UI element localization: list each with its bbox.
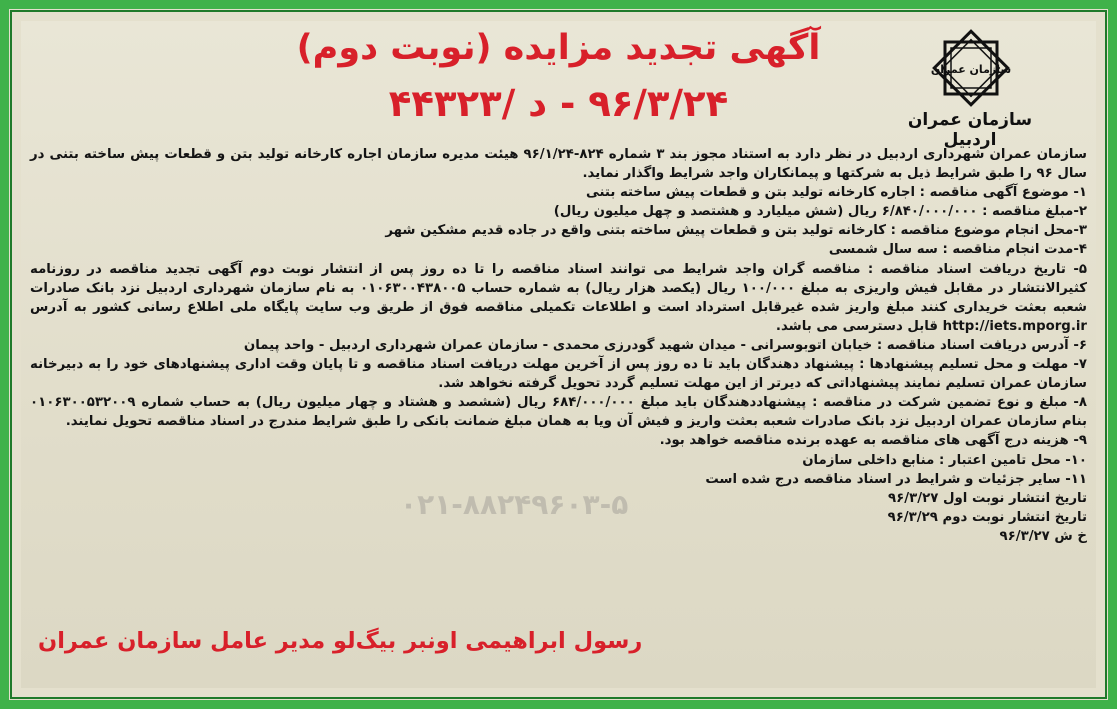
- ad-headline: آگهی تجدید مزایده (نوبت دوم): [296, 28, 821, 68]
- item-duration: ۴-مدت انجام مناقصه : سه سال شمسی: [828, 242, 1087, 258]
- organization-name: سازمان عمران اردبیل: [907, 110, 1033, 150]
- date-second-publish: تاریخ انتشار نوبت دوم ۹۶/۳/۲۹: [887, 509, 1087, 525]
- item-amount: ۲-مبلغ مناقصه : ۶/۸۴۰/۰۰۰/۰۰۰ ریال (شش میلیارد و هشتصد و چهل میلیون ریال): [553, 204, 1087, 220]
- item-funding: ۱۰- محل تامین اعتبار : منابع داخلی سازمان: [802, 452, 1087, 468]
- item-doc-dates: [30, 260, 1087, 336]
- website-url[interactable]: http://iets.mporg.ir: [942, 318, 1087, 334]
- ad-body: [30, 145, 1087, 546]
- date-first-publish: تاریخ انتشار نوبت اول ۹۶/۳/۲۷: [888, 490, 1087, 506]
- item-doc-address: ۶- آدرس دریافت اسناد مناقصه : خیابان اتوبوسرانی - میدان شهید گودرزی محمدی - سازمان عمران شهرداری اردبیل - واحد پیمان: [243, 337, 1087, 353]
- date-code: خ ش ۹۶/۳/۲۷: [999, 528, 1087, 544]
- intro-paragraph: سازمان عمران شهرداری اردبیل در نظر دارد به استناد مجوز بند ۳ شماره ۸۲۴-۹۶/۱/۲۴ هیئت مدیره سازمان اجاره کارخانه تولید بتن و قطعات پیش ساخته بتنی در سال ۹۶ را طبق شرایط ذیل به شرکتها و پیمانکاران واجد شرایط واگذار نماید.: [30, 147, 1087, 182]
- item-location: ۳-محل انجام موضوع مناقصه : کارخانه تولید بتن و قطعات پیش ساخته بتنی واقع در جاده قدیم مشکین شهر: [385, 223, 1087, 239]
- watermark-phone: ۰۲۱-۸۸۲۴۹۶۰۳-۵: [400, 488, 629, 521]
- item-doc-dates-text: ۵- تاریخ دریافت اسناد مناقصه : مناقصه گران واجد شرایط می توانند اسناد مناقصه را تا ده روز پس از انتشار نوبت دوم آگهی تجدید مناقصه در روزنامه کثیرالانتشار در مقابل فیش واریزی به مبلغ ۱۰۰/۰۰۰ ریال (یکصد هزار ریال) به شماره حساب ۰۱۰۶۳۰۰۴۳۸۰۰۵ به نام سازمان شهرداری اردبیل نزد بانک صادرات شعبه بعثت خریداری کنند مبلغ واریز شده غیرقابل استرداد است و اطلاعات تکمیلی مناقصه فوق از طریق وب سایت پایگاه ملی اطلاع رسانی کشور به آدرس: [30, 261, 1087, 315]
- item-doc-dates-tail: قابل دسترسی می باشد.: [775, 318, 943, 334]
- item-submission: ۷- مهلت و محل تسلیم پیشنهادها : پیشنهاد دهندگان باید تا ده روز پس از آخرین مهلت دریافت اسناد مناقصه و تا پایان وقت اداری پیشنهادهای خود را به دبیرخانه سازمان عمران تسلیم نمایند پیشنهاداتی که دیرتر از این مهلت تسلیم گردد تحویل گرفته نخواهد شد.: [30, 357, 1087, 392]
- item-ad-cost: ۹- هزینه درج آگهی های مناقصه به عهده برنده مناقصه خواهد بود.: [659, 433, 1087, 449]
- ad-reference-number: ۹۶/۳/۲۴ - د /۴۴۳۲۳: [388, 82, 729, 125]
- item-guarantee: ۸- مبلغ و نوع تضمین شرکت در مناقصه : پیشنهاددهندگان باید مبلغ ۶۸۴/۰۰۰/۰۰۰ ریال (ششصد و هشتاد و چهار میلیون ریال) به حساب شماره ۰۱۰۶۳۰۰۵۳۲۰۰۹ بنام سازمان عمران اردبیل نزد بانک صادرات شعبه بعثت واریز و فیش آن ویا به همان مبلغ ضمانت بانکی را طبق شرایط مندرج در اسناد مناقصه تحویل نمایند.: [30, 395, 1087, 430]
- logo-lettering: سازمان عمران: [930, 63, 1012, 76]
- signature-line: رسول ابراهیمی اونبر بیگ‌لو مدیر عامل سازمان عمران: [38, 628, 643, 654]
- item-subject: ۱- موضوع آگهی مناقصه : اجاره کارخانه تولید بتن و قطعات پیش ساخته بتنی: [586, 185, 1087, 201]
- item-other: ۱۱- سایر جزئیات و شرایط در اسناد مناقصه درج شده است: [705, 471, 1087, 487]
